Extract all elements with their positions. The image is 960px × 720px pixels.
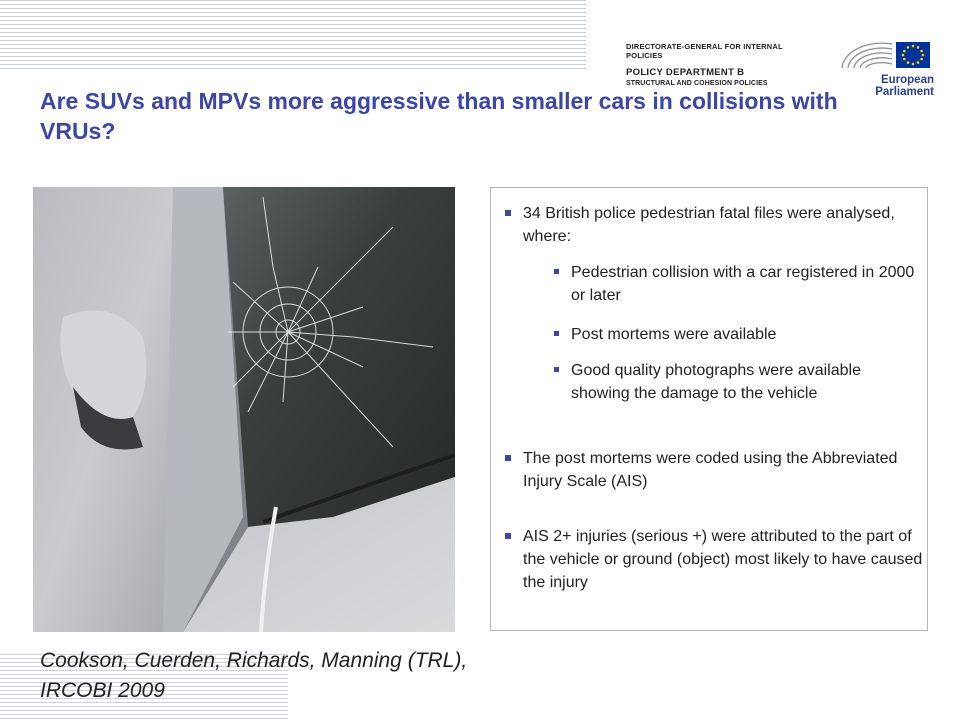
square-bullet-icon	[554, 367, 559, 372]
hemicycle-icon	[842, 43, 892, 68]
slide-title: Are SUVs and MPVs more aggressive than smaller cars in collisions with VRUs?	[40, 88, 838, 144]
department-subtitle: STRUCTURAL AND COHESION POLICIES	[626, 80, 768, 87]
bullet-item	[523, 447, 923, 493]
damaged-windscreen-photo	[33, 187, 455, 632]
eu-flag-icon	[896, 42, 930, 68]
bullet-text: 34 British police pedestrian fatal files were analysed, where:	[523, 205, 895, 245]
department-name: POLICY DEPARTMENT B	[626, 67, 745, 78]
bullet-item	[523, 202, 923, 248]
bullet-text: The post mortems were coded using the Abbreviated Injury Scale (AIS)	[523, 450, 898, 490]
square-bullet-icon	[505, 533, 511, 539]
sub-bullet-item	[571, 323, 923, 346]
square-bullet-icon	[554, 331, 559, 336]
sub-bullet-text: Pedestrian collision with a car registered in 2000 or later	[571, 264, 915, 304]
square-bullet-icon	[505, 455, 511, 461]
sub-bullet-item	[571, 359, 923, 405]
square-bullet-icon	[554, 269, 559, 274]
institution-name: European Parliament	[875, 74, 934, 98]
bullet-item	[523, 525, 923, 594]
decorative-stripes-top	[0, 0, 586, 72]
citation: Cookson, Cuerden, Richards, Manning (TRL), IRCOBI 2009	[40, 649, 468, 702]
bullet-text: AIS 2+ injuries (serious +) were attributed to the part of the vehicle or ground (object) most likely to have caused the injury	[523, 528, 923, 591]
sub-bullet-text: Good quality photographs were available showing the damage to the vehicle	[571, 362, 861, 402]
dg-line: DIRECTORATE-GENERAL FOR INTERNAL POLICIES	[626, 42, 783, 60]
findings-text-box	[490, 187, 928, 631]
sub-bullet-item	[571, 261, 923, 307]
department-header	[626, 42, 816, 87]
sub-bullet-text: Post mortems were available	[571, 326, 777, 343]
square-bullet-icon	[505, 210, 511, 216]
